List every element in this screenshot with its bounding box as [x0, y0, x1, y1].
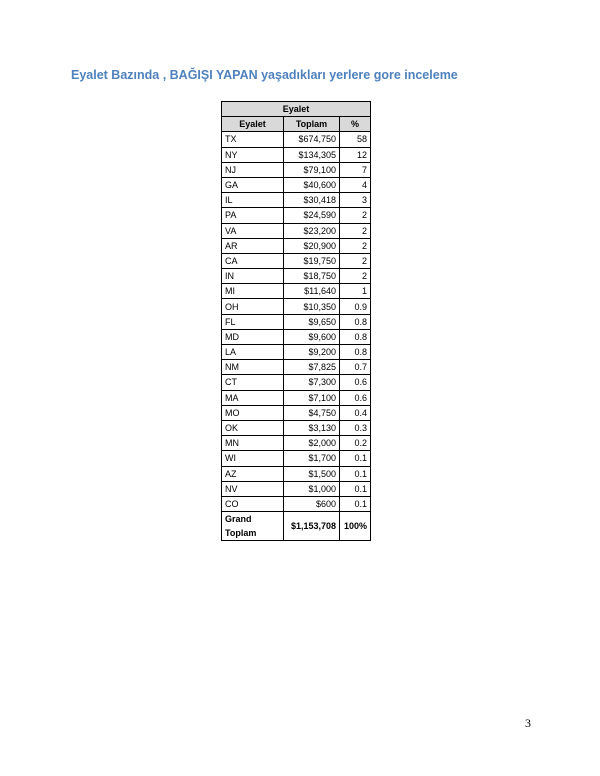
percent-cell: 2 — [340, 208, 371, 223]
percent-cell: 0.1 — [340, 466, 371, 481]
state-cell: LA — [222, 345, 284, 360]
percent-cell: 2 — [340, 238, 371, 253]
column-header-total: Toplam — [284, 117, 340, 132]
table-row — [222, 162, 371, 177]
table-body — [222, 132, 371, 512]
amount-cell: $40,600 — [284, 177, 340, 192]
amount-cell: $7,300 — [284, 375, 340, 390]
percent-cell: 0.8 — [340, 345, 371, 360]
table-row — [222, 284, 371, 299]
state-donation-table — [221, 101, 371, 541]
state-cell: AR — [222, 238, 284, 253]
percent-cell: 0.3 — [340, 420, 371, 435]
table-title: Eyalet — [222, 102, 371, 117]
grand-total-label: Grand Toplam — [222, 512, 284, 541]
table-row — [222, 177, 371, 192]
state-cell: MI — [222, 284, 284, 299]
grand-total-amount: $1,153,708 — [284, 512, 340, 541]
percent-cell: 0.9 — [340, 299, 371, 314]
table-row — [222, 208, 371, 223]
amount-cell: $1,700 — [284, 451, 340, 466]
percent-cell: 0.8 — [340, 314, 371, 329]
table-row — [222, 390, 371, 405]
percent-cell: 0.7 — [340, 360, 371, 375]
percent-cell: 0.4 — [340, 405, 371, 420]
percent-cell: 1 — [340, 284, 371, 299]
table-row — [222, 420, 371, 435]
amount-cell: $2,000 — [284, 436, 340, 451]
table-row — [222, 360, 371, 375]
amount-cell: $11,640 — [284, 284, 340, 299]
state-cell: VA — [222, 223, 284, 238]
table-row — [222, 238, 371, 253]
state-cell: CT — [222, 375, 284, 390]
table-row — [222, 466, 371, 481]
state-cell: WI — [222, 451, 284, 466]
state-cell: CO — [222, 496, 284, 511]
table-row — [222, 436, 371, 451]
percent-cell: 2 — [340, 269, 371, 284]
percent-cell: 7 — [340, 162, 371, 177]
amount-cell: $674,750 — [284, 132, 340, 147]
percent-cell: 4 — [340, 177, 371, 192]
state-cell: NM — [222, 360, 284, 375]
amount-cell: $134,305 — [284, 147, 340, 162]
amount-cell: $23,200 — [284, 223, 340, 238]
state-cell: IN — [222, 269, 284, 284]
table-row — [222, 481, 371, 496]
amount-cell: $79,100 — [284, 162, 340, 177]
state-cell: MA — [222, 390, 284, 405]
state-cell: NJ — [222, 162, 284, 177]
state-cell: MD — [222, 329, 284, 344]
table-row — [222, 253, 371, 268]
table-row — [222, 299, 371, 314]
state-cell: OH — [222, 299, 284, 314]
state-cell: CA — [222, 253, 284, 268]
state-cell: FL — [222, 314, 284, 329]
table-row — [222, 314, 371, 329]
column-header-percent: % — [340, 117, 371, 132]
table-title-row — [222, 102, 371, 117]
percent-cell: 0.8 — [340, 329, 371, 344]
amount-cell: $10,350 — [284, 299, 340, 314]
percent-cell: 0.6 — [340, 375, 371, 390]
state-cell: NV — [222, 481, 284, 496]
grand-total-row — [222, 512, 371, 541]
page-heading: Eyalet Bazında , BAĞIŞI YAPAN yaşadıkları yerlere gore inceleme — [71, 68, 458, 82]
amount-cell: $3,130 — [284, 420, 340, 435]
amount-cell: $20,900 — [284, 238, 340, 253]
table-row — [222, 451, 371, 466]
table-row — [222, 375, 371, 390]
table-row — [222, 269, 371, 284]
amount-cell: $600 — [284, 496, 340, 511]
percent-cell: 3 — [340, 193, 371, 208]
percent-cell: 0.2 — [340, 436, 371, 451]
percent-cell: 2 — [340, 253, 371, 268]
state-cell: AZ — [222, 466, 284, 481]
percent-cell: 0.1 — [340, 496, 371, 511]
table-header-row — [222, 117, 371, 132]
state-cell: TX — [222, 132, 284, 147]
table-row — [222, 329, 371, 344]
table-row — [222, 193, 371, 208]
percent-cell: 58 — [340, 132, 371, 147]
table-row — [222, 496, 371, 511]
page-number: 3 — [525, 716, 531, 730]
amount-cell: $18,750 — [284, 269, 340, 284]
amount-cell: $9,650 — [284, 314, 340, 329]
table-row — [222, 405, 371, 420]
percent-cell: 0.1 — [340, 481, 371, 496]
amount-cell: $1,000 — [284, 481, 340, 496]
amount-cell: $9,600 — [284, 329, 340, 344]
amount-cell: $9,200 — [284, 345, 340, 360]
amount-cell: $1,500 — [284, 466, 340, 481]
percent-cell: 0.6 — [340, 390, 371, 405]
amount-cell: $7,825 — [284, 360, 340, 375]
state-cell: MN — [222, 436, 284, 451]
grand-total-percent: 100% — [340, 512, 371, 541]
amount-cell: $30,418 — [284, 193, 340, 208]
amount-cell: $19,750 — [284, 253, 340, 268]
amount-cell: $24,590 — [284, 208, 340, 223]
table-row — [222, 132, 371, 147]
column-header-state: Eyalet — [222, 117, 284, 132]
table-row — [222, 147, 371, 162]
percent-cell: 2 — [340, 223, 371, 238]
amount-cell: $7,100 — [284, 390, 340, 405]
percent-cell: 0.1 — [340, 451, 371, 466]
state-cell: PA — [222, 208, 284, 223]
state-cell: NY — [222, 147, 284, 162]
table-row — [222, 223, 371, 238]
table-row — [222, 345, 371, 360]
state-cell: IL — [222, 193, 284, 208]
state-cell: MO — [222, 405, 284, 420]
percent-cell: 12 — [340, 147, 371, 162]
state-cell: GA — [222, 177, 284, 192]
state-cell: OK — [222, 420, 284, 435]
amount-cell: $4,750 — [284, 405, 340, 420]
